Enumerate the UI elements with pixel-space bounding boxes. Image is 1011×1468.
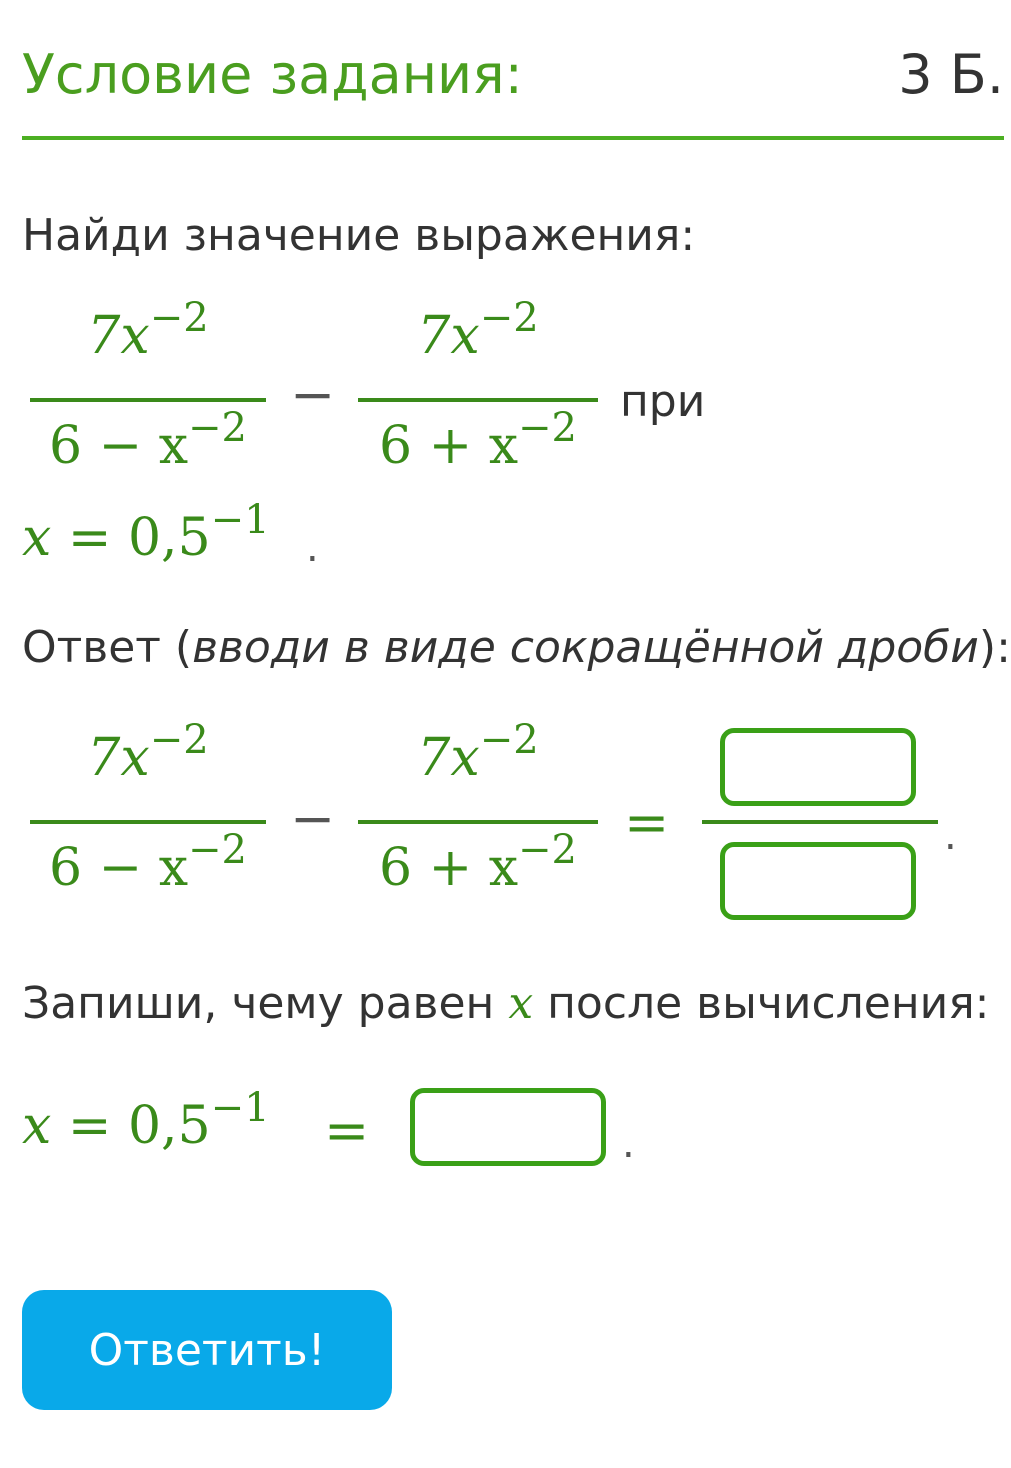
fraction-1-denominator: $6 - x^{-2}$ [48, 405, 247, 476]
fraction-2-bar [358, 398, 598, 402]
answer-fraction-1-denominator: $6 - x^{-2}$ [48, 827, 247, 898]
answer-fraction-bar [702, 820, 938, 824]
answer-fraction-2 [358, 717, 598, 902]
answer-denominator-input[interactable] [720, 842, 916, 920]
answer-fraction-2-bar [358, 820, 598, 824]
answer-fraction-2-denominator: $6 + x^{-2}$ [378, 827, 577, 898]
x-equals: = [324, 1099, 370, 1162]
answer-equals: = [624, 791, 670, 854]
x-label: Запиши, чему равен x после вычисления: [22, 978, 990, 1029]
condition-expression: $x = 0,5^{-1}$ [22, 497, 270, 568]
x-end-dot: . [622, 1121, 635, 1167]
task-prompt: Найди значение выражения: [22, 210, 696, 261]
fraction-2-numerator: $7x^{-2}$ [417, 295, 539, 366]
expr-at-word: при [620, 376, 706, 427]
fraction-2-denominator: $6 + x^{-2}$ [378, 405, 577, 476]
answer-fraction-1 [30, 717, 266, 902]
task-score: 3 Б. [898, 43, 1004, 106]
fraction-1-numerator: $7x^{-2}$ [87, 295, 209, 366]
x-value-input[interactable] [410, 1088, 606, 1166]
answer-fraction-1-numerator: $7x^{-2}$ [87, 717, 209, 788]
x-expression: $x = 0,5^{-1}$ [22, 1085, 270, 1156]
answer-end-dot: . [944, 813, 957, 859]
answer-minus: − [290, 787, 336, 850]
fraction-1-bar [30, 398, 266, 402]
answer-numerator-input[interactable] [720, 728, 916, 806]
expr-fraction-2 [358, 295, 598, 480]
condition-end-dot: . [306, 525, 319, 571]
expr-fraction-1 [30, 295, 266, 480]
answer-fraction-2-numerator: $7x^{-2}$ [417, 717, 539, 788]
submit-button[interactable]: Ответить! [22, 1290, 392, 1410]
task-header [22, 40, 1004, 140]
answer-fraction-1-bar [30, 820, 266, 824]
expr-minus: − [290, 363, 336, 426]
task-title: Условие задания: [22, 43, 523, 106]
answer-label: Ответ (вводи в виде сокращённой дроби): [22, 622, 1011, 673]
